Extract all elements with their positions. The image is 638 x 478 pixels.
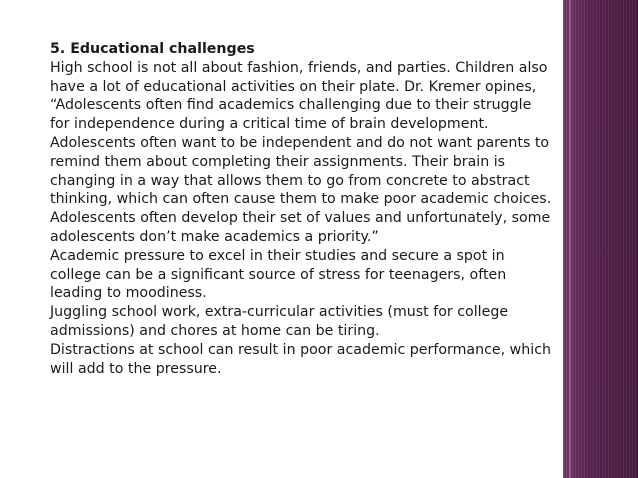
slide-body [50, 40, 555, 378]
paragraph-distractions: Distractions at school can result in poor academic performance, which will add to the pressure. [50, 341, 551, 377]
paragraph-juggling: Juggling school work, extra-curricular activities (must for college admissions) and chores at home can be tiring. [50, 304, 509, 339]
decorative-side-band [563, 0, 638, 478]
side-band-stripe [569, 0, 571, 478]
slide-heading: 5. Educational challenges [50, 41, 255, 57]
paragraph-academic-pressure: Academic pressure to excel in their studies and secure a spot in college can be a significant source of stress for teenagers, often leading to moodiness. [50, 247, 507, 302]
paragraph-quote: High school is not all about fashion, friends, and parties. Children also have a lot of educational activities on their plate. Dr. Kremer opines, “Adolescents often find academics challenging due to their struggle for independence during a critical time of brain development. Adolescents often want to be independent and do not want parents to remind them about completing their assignments. Their brain is changing in a way that allows them to go from concrete to abstract thinking, which can often cause them to make poor academic choices. Adolescents often develop their set of values and unfortunately, some adolescents don’t make academics a priority.” [50, 59, 552, 245]
